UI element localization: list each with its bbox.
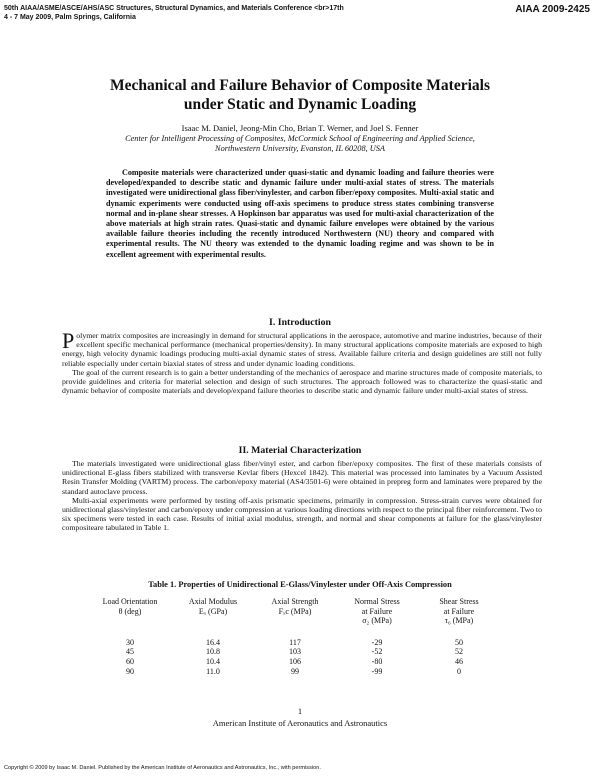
table-cell: 16.4 <box>206 637 220 647</box>
table-caption: Table 1. Properties of Unidirectional E-Glass/Vinylester under Off-Axis Compression <box>148 580 452 589</box>
header-shear-stress: Shear Stress at Failure τ₆ (MPa) <box>439 597 479 625</box>
materials-paragraph-2: Multi-axial experiments were performed by testing off-axis prismatic specimens, primarily in compression. Stress-strain curves were obtained for unidirectional glass/vinylester and carbon/epoxy under compression at various loading directions with respect to the principal fiber reinforcement. Two to six specimens were tested in each case. Results of initial axial modulus, strength, and normal and shear components at failure for the glass/vinylester compositeare tabulated in Table 1. <box>62 495 542 533</box>
table-cell: 106 <box>289 657 301 667</box>
footer-organization: American Institute of Aeronautics and Astronautics <box>212 718 388 728</box>
drop-cap: P <box>62 328 75 353</box>
table-cell: -99 <box>371 666 383 676</box>
intro-paragraph-2: The goal of the current research is to gain a better understanding of the mechanics of aerospace and marine structures made of composite materials, to provide guidelines and criteria for material selection and design of such structures. The approach followed was to characterize the quasi-static and dynamic behavior of composite materials and develop/expand failure theories to describe static and dynamic failure under multi-axial states of stress. <box>62 367 542 396</box>
header-axial-modulus: Axial Modulus Eₓ (GPa) <box>188 597 238 616</box>
conference-line-1: 50th AIAA/ASME/ASCE/AHS/ASC Structures, Structural Dynamics, and Materials Conference <br>17th <box>4 5 344 12</box>
header-axial-strength: Axial Strength Fₓc (MPa) <box>271 597 319 616</box>
paper-id: AIAA 2009-2425 <box>515 4 590 15</box>
table-cell: -52 <box>371 647 383 657</box>
section-1-body <box>62 328 542 396</box>
table-cell: 10.8 <box>206 647 220 657</box>
table-row <box>88 638 500 648</box>
title-line-2: under Static and Dynamic Loading <box>183 96 417 113</box>
table-cell: -29 <box>371 637 383 647</box>
table-cell: -80 <box>371 657 383 667</box>
title-line-1: Mechanical and Failure Behavior of Composite Materials <box>110 77 490 94</box>
table-cell: 90 <box>126 666 134 676</box>
table-cell: 99 <box>291 666 299 676</box>
section-1-heading: I. Introduction <box>269 317 331 328</box>
intro-paragraph-1-text: olymer matrix composites are increasingly in demand for structural applications in the aerospace, automotive and marine industries, because of their excellent specific mechanical performance (mechanical properties/density). In many structural applications composite materials are exposed to high energy, high velocity dynamic loadings producing multi-axial dynamic states of stress. Available failure criteria and design guidelines are still not fully reliable especially under certain biaxial states of stress and under dynamic loading conditions. <box>62 331 542 368</box>
affiliation-line-2: Northwestern University, Evanston, IL 60208, USA <box>215 144 385 153</box>
table-cell: 10.4 <box>206 657 220 667</box>
table-cell: 46 <box>455 657 463 667</box>
copyright-notice: Copyright © 2009 by Isaac M. Daniel. Published by the American Institute of Aeronautics and Astronautics, Inc., with permission. <box>4 765 321 771</box>
table-cell: 103 <box>289 647 301 657</box>
table-cell: 117 <box>289 637 301 647</box>
table-cell: 45 <box>126 647 134 657</box>
table-row <box>88 667 500 677</box>
table-cell: 52 <box>455 647 463 657</box>
table-cell: 11.0 <box>206 666 220 676</box>
table-cell: 60 <box>126 657 134 667</box>
page-number: 1 <box>297 706 303 716</box>
section-2-body <box>62 459 542 533</box>
table-cell: 30 <box>126 637 134 647</box>
table-cell: 50 <box>455 637 463 647</box>
paper-title <box>40 76 560 114</box>
conference-header <box>4 4 344 22</box>
table-row <box>88 647 500 657</box>
affiliation <box>40 134 560 154</box>
table-row <box>88 657 500 667</box>
authors: Isaac M. Daniel, Jeong-Min Cho, Brian T. Werner, and Joel S. Fenner <box>181 123 419 133</box>
table-cell: 0 <box>457 666 461 676</box>
section-2-heading: II. Material Characterization <box>238 445 362 456</box>
abstract: Composite materials were characterized under quasi-static and dynamic loading and failure theories were developed/expanded to describe static and dynamic failure under multi-axial states of stress. The materials investigated were unidirectional glass fiber/vinylester, and carbon fiber/epoxy composites. Multi-axial static and dynamic experiments were conducted using off-axis specimens to produce stress states combining transverse normal and in-plane shear stresses. A Hopkinson bar apparatus was used for multi-axial characterization of the above materials at high strain rates. Quasi-static and dynamic failure envelopes were obtained by the various available failure theories including the recently introduced Northwestern (NU) theory and compared with experimental results. The NU theory was extended to the dynamic loading regime and was shown to be in excellent agreement with experimental results. <box>106 168 494 259</box>
intro-paragraph-1 <box>62 328 542 368</box>
header-load-orientation: Load Orientation θ (deg) <box>102 597 158 616</box>
table-header-row <box>88 597 500 626</box>
header-normal-stress: Normal Stress at Failure σ₂ (MPa) <box>354 597 400 625</box>
affiliation-line-1: Center for Intelligent Processing of Composites, McCormick School of Engineering and Applied Science, <box>125 134 475 143</box>
materials-paragraph-1: The materials investigated were unidirectional glass fiber/vinyl ester, and carbon fiber/epoxy composites. The first of these materials consists of unidirectional E-glass fibers stabilized with transverse Kevlar fibers (Hexcel 1842). This material was processed into laminates by a Vacuum Assisted Resin Transfer Molding (VARTM) process. The carbon/epoxy material (AS4/3501-6) were obtained in prepreg form and laminates were prepared by the standard autoclave process. <box>62 459 542 496</box>
conference-line-2: 4 - 7 May 2009, Palm Springs, California <box>4 14 136 21</box>
properties-table <box>88 597 500 677</box>
